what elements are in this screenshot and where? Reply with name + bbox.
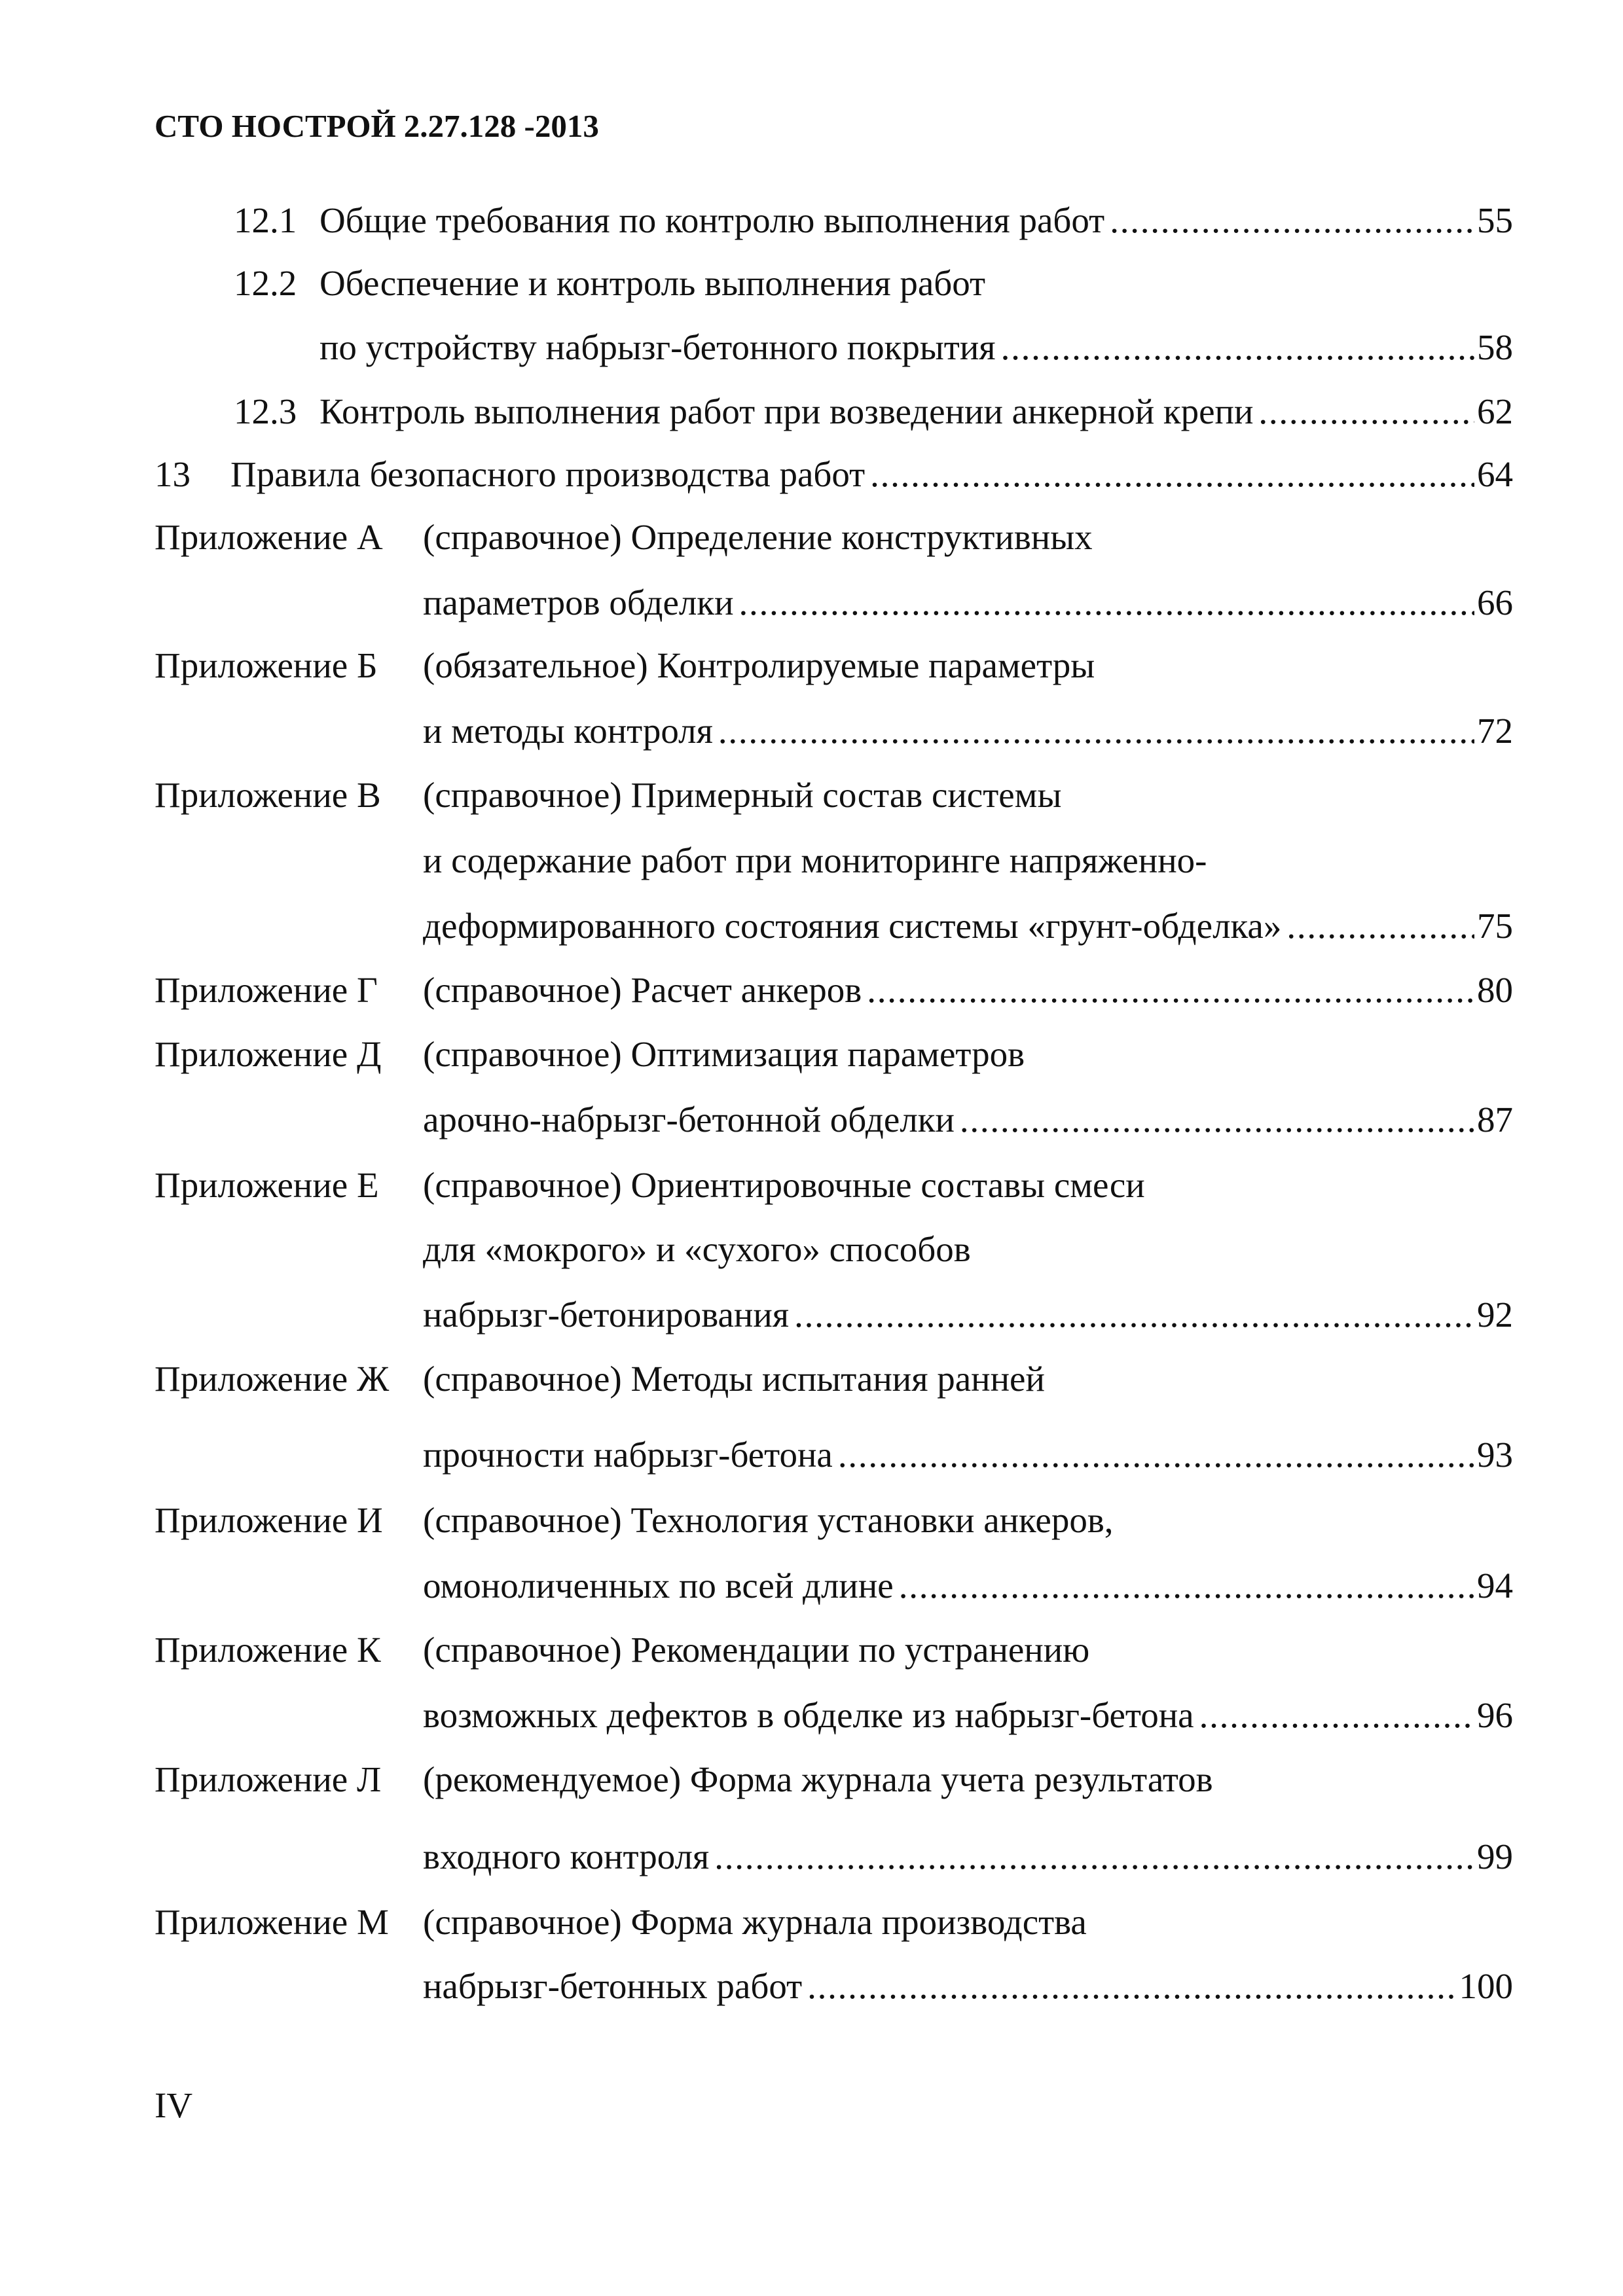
- toc-title: Общие требования по контролю выполнения работ: [319, 200, 1105, 240]
- toc-page-number: 92: [1477, 1295, 1513, 1335]
- toc-title: и методы контроля: [423, 711, 713, 751]
- toc-title: (справочное) Определение конструктивных: [423, 517, 1093, 557]
- toc-page-number: 58: [1477, 327, 1513, 367]
- dot-leader: [838, 1432, 1474, 1478]
- toc-page-number: 96: [1477, 1695, 1513, 1735]
- dot-leader: [1286, 903, 1474, 949]
- toc-title: (справочное) Расчет анкеров: [423, 970, 862, 1010]
- toc-page-number: 55: [1477, 200, 1513, 240]
- toc-entry-appendix-m-line1[interactable]: [423, 1899, 1087, 1945]
- toc-entry-appendix-d-line1[interactable]: [423, 1031, 1025, 1077]
- toc-entry-appendix-v-line3[interactable]: [423, 903, 1513, 949]
- dot-leader: [1258, 389, 1474, 435]
- appendix-label-g: Приложение Г: [155, 970, 378, 1010]
- appendix-label-d: Приложение Д: [155, 1034, 382, 1074]
- dot-leader: [739, 580, 1474, 626]
- toc-number-12-3: 12.3: [234, 391, 297, 431]
- appendix-label-zh: Приложение Ж: [155, 1359, 390, 1399]
- toc-entry-appendix-b-line2[interactable]: [423, 708, 1513, 754]
- toc-number-13: 13: [155, 454, 191, 494]
- toc-entry-appendix-e-line2[interactable]: [423, 1227, 971, 1272]
- toc-title: (справочное) Ориентировочные составы смеси: [423, 1165, 1145, 1205]
- dot-leader: [807, 1964, 1456, 2009]
- toc-title: (справочное) Форма журнала производства: [423, 1902, 1087, 1942]
- toc-title: и содержание работ при мониторинге напряженно-: [423, 840, 1207, 880]
- toc-entry-appendix-zh-line2[interactable]: [423, 1432, 1513, 1478]
- toc-title: арочно-набрызг-бетонной обделки: [423, 1100, 955, 1139]
- toc-entry-appendix-k-line1[interactable]: [423, 1627, 1089, 1673]
- appendix-label-e: Приложение Е: [155, 1165, 379, 1205]
- toc-page-number: 94: [1477, 1566, 1513, 1605]
- toc-entry-12-2-line1[interactable]: [319, 260, 985, 306]
- document-code-header: СТО НОСТРОЙ 2.27.128 -2013: [155, 108, 599, 144]
- toc-title: (справочное) Технология установки анкеров,: [423, 1500, 1114, 1540]
- toc-title: Обеспечение и контроль выполнения работ: [319, 263, 986, 303]
- dot-leader: [714, 1834, 1474, 1880]
- appendix-label-l: Приложение Л: [155, 1759, 382, 1799]
- toc-entry-appendix-a-line2[interactable]: [423, 580, 1513, 626]
- toc-page-number: 64: [1477, 454, 1513, 494]
- toc-page-number: 62: [1477, 391, 1513, 431]
- toc-title: (обязательное) Контролируемые параметры: [423, 645, 1095, 685]
- dot-leader: [718, 708, 1474, 754]
- toc-entry-12-2-line2[interactable]: [319, 325, 1513, 370]
- appendix-label-i: Приложение И: [155, 1500, 383, 1540]
- toc-entry-12-1[interactable]: [319, 198, 1513, 243]
- toc-entry-appendix-i-line1[interactable]: [423, 1498, 1114, 1543]
- toc-entry-appendix-v-line2[interactable]: [423, 838, 1207, 884]
- toc-title: Контроль выполнения работ при возведении анкерной крепи: [319, 391, 1254, 431]
- toc-page-number: 99: [1477, 1837, 1513, 1876]
- dot-leader: [867, 967, 1474, 1013]
- toc-entry-appendix-d-line2[interactable]: [423, 1097, 1513, 1143]
- toc-entry-appendix-m-line2[interactable]: [423, 1964, 1513, 2009]
- dot-leader: [899, 1563, 1474, 1609]
- toc-page-number: 72: [1477, 711, 1513, 751]
- toc-title: (справочное) Рекомендации по устранению: [423, 1630, 1090, 1670]
- dot-leader: [1199, 1693, 1474, 1738]
- dot-leader: [1110, 198, 1474, 243]
- toc-page-number: 93: [1477, 1435, 1513, 1475]
- toc-title: Правила безопасного производства работ: [230, 454, 866, 494]
- toc-title: по устройству набрызг-бетонного покрытия: [319, 327, 996, 367]
- appendix-label-b: Приложение Б: [155, 645, 378, 685]
- toc-entry-13[interactable]: [230, 452, 1513, 497]
- dot-leader: [960, 1097, 1474, 1143]
- appendix-label-a: Приложение А: [155, 517, 383, 557]
- toc-entry-appendix-l-line1[interactable]: [423, 1757, 1213, 1803]
- toc-page-number: 75: [1477, 906, 1513, 946]
- toc-title: входного контроля: [423, 1837, 710, 1876]
- toc-title: набрызг-бетонных работ: [423, 1966, 803, 2006]
- toc-title: (справочное) Методы испытания ранней: [423, 1359, 1045, 1399]
- toc-entry-appendix-k-line2[interactable]: [423, 1693, 1513, 1738]
- toc-entry-appendix-g[interactable]: [423, 967, 1513, 1013]
- appendix-label-k: Приложение К: [155, 1630, 381, 1670]
- toc-entry-appendix-i-line2[interactable]: [423, 1563, 1513, 1609]
- toc-title: для «мокрого» и «сухого» способов: [423, 1229, 971, 1269]
- toc-entry-appendix-a-line1[interactable]: [423, 514, 1093, 560]
- toc-entry-appendix-b-line1[interactable]: [423, 643, 1095, 689]
- toc-page-number: 80: [1477, 970, 1513, 1010]
- appendix-label-m: Приложение М: [155, 1902, 389, 1942]
- toc-page-number: 87: [1477, 1100, 1513, 1139]
- toc-number-12-1: 12.1: [234, 200, 297, 240]
- toc-title: возможных дефектов в обделке из набрызг-бетона: [423, 1695, 1194, 1735]
- dot-leader: [870, 452, 1474, 497]
- dot-leader: [1001, 325, 1474, 370]
- toc-title: параметров обделки: [423, 583, 734, 622]
- toc-page-number: 66: [1477, 583, 1513, 622]
- toc-page-number: 100: [1459, 1966, 1513, 2006]
- appendix-label-v: Приложение В: [155, 775, 381, 815]
- toc-title: (справочное) Оптимизация параметров: [423, 1034, 1025, 1074]
- toc-title: омоноличенных по всей длине: [423, 1566, 894, 1605]
- toc-number-12-2: 12.2: [234, 263, 297, 303]
- toc-entry-appendix-e-line1[interactable]: [423, 1162, 1145, 1208]
- toc-title: (рекомендуемое) Форма журнала учета результатов: [423, 1759, 1213, 1799]
- toc-entry-appendix-l-line2[interactable]: [423, 1834, 1513, 1880]
- toc-title: (справочное) Примерный состав системы: [423, 775, 1062, 815]
- toc-entry-appendix-zh-line1[interactable]: [423, 1356, 1045, 1402]
- toc-title: деформированного состояния системы «грунт-обделка»: [423, 906, 1282, 946]
- dot-leader: [794, 1292, 1474, 1338]
- toc-entry-appendix-e-line3[interactable]: [423, 1292, 1513, 1338]
- page-number-roman: IV: [155, 2085, 193, 2125]
- toc-entry-appendix-v-line1[interactable]: [423, 772, 1061, 818]
- toc-entry-12-3[interactable]: [319, 389, 1513, 435]
- toc-title: прочности набрызг-бетона: [423, 1435, 833, 1475]
- toc-title: набрызг-бетонирования: [423, 1295, 790, 1335]
